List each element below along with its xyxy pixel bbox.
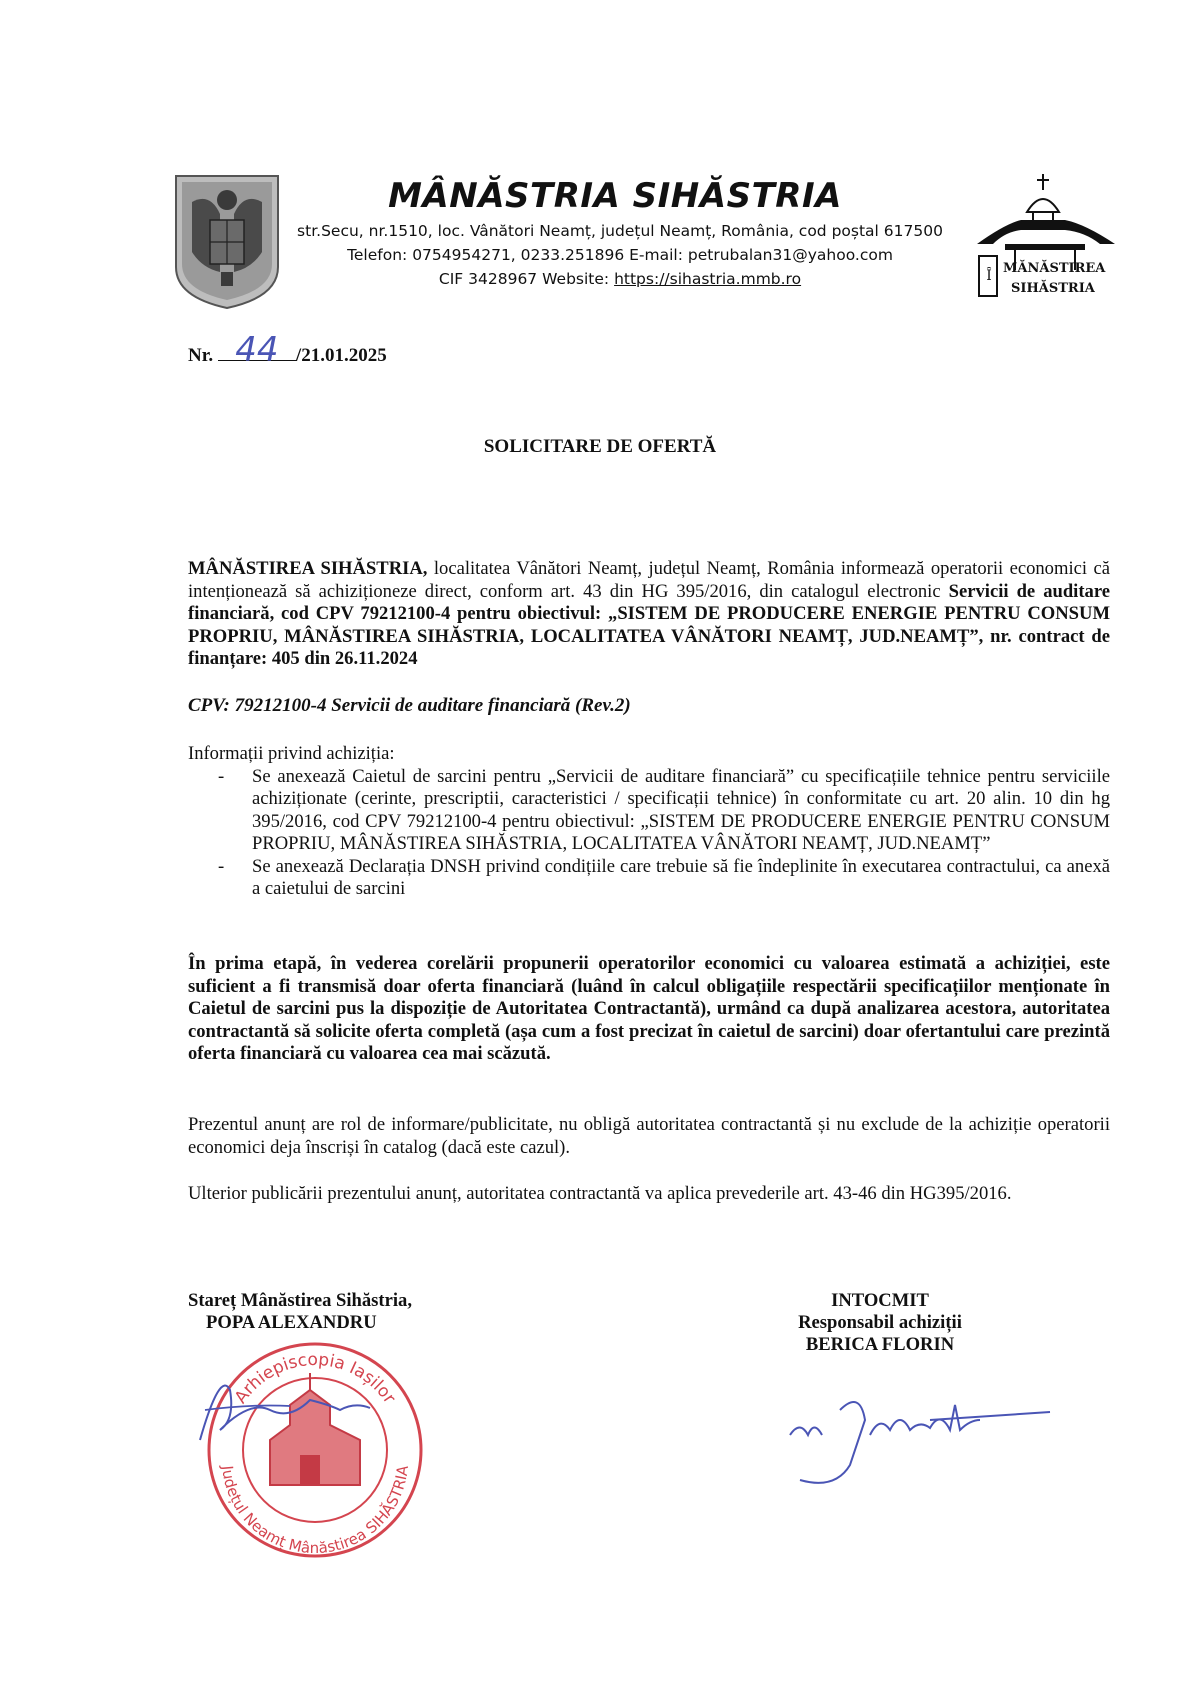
- website-link[interactable]: https://sihastria.mmb.ro: [614, 270, 802, 288]
- final-paragraph: Ulterior publicării prezentului anunț, autoritatea contractantă va aplica prevederile art. 43-46 din HG395/2016.: [188, 1183, 1012, 1204]
- left-name: POPA ALEXANDRU: [206, 1312, 377, 1333]
- intro-objective: Servicii de auditare financiară, cod CPV 79212100-4 pentru obiectivul: „SISTEM DE PRODUCERE ENERGIE PENTRU CONSUM PROPRIU, MÂNĂSTIREA SIHĂSTRIA, LOCALITATEA VÂNĂTORI NEAMȚ, JUD.NEAMȚ”, nr. contract de finanțare: 405 din 26.11.2024: [188, 580, 1110, 669]
- signature-left: [188, 1290, 412, 1334]
- cif-website-line: [280, 270, 960, 288]
- stamp-text-top: Arhiepiscopia Iașilor: [230, 1349, 400, 1408]
- nr-handwritten-number: 44: [218, 340, 296, 361]
- coat-of-arms-icon: [172, 172, 282, 310]
- right-name: BERICA FLORIN: [805, 1334, 955, 1355]
- org-title: MÂNĂSTRIA SIHĂSTRIA: [388, 176, 842, 216]
- nr-date: /21.01.2025: [295, 345, 387, 366]
- info-heading: Informații privind achiziția:: [188, 743, 395, 764]
- stage-paragraph: În prima etapă, în vederea corelării propunerii operatorilor economici cu valoarea estimată a achiziției, este suficient a fi transmisă doar oferta financiară (luând în calcul obligațiile respectării specificațiilor menționate în Caietul de sarcini pus la dispoziție de Autoritatea Contractantă), urmând ca după analizarea acestora, autoritatea contractantă să solicite oferta completă (așa cum a fost precizat în caietul de sarcini) doar ofertantului care prezintă oferta financiară cu valoarea cea mai scăzută.: [188, 953, 1110, 1064]
- list-item: - Se anexează Declarația DNSH privind condițiile care trebuie să fie îndeplinite în executarea contractului, ca anexă a caietului de sarcini: [188, 856, 1110, 901]
- signature-scribble-left: [190, 1360, 380, 1460]
- logo-text-line1: MĂNĂSTIREA: [1003, 261, 1106, 276]
- right-label: INTOCMIT: [831, 1290, 929, 1311]
- stamp-text-bottom: Județul Neamț Mânăstirea SIHĂSTRIA: [218, 1464, 412, 1558]
- cpv-line: CPV: 79212100-4 Servicii de auditare financiară (Rev.2): [188, 695, 631, 716]
- monastery-logo: [975, 172, 1120, 312]
- signature-right: [780, 1290, 980, 1356]
- nr-prefix: Nr.: [188, 345, 214, 366]
- info-section: [188, 743, 1110, 901]
- intro-text: localitatea Vânători Neamț, județul Neamț, România informează operatorii economici că intenționează să achiziționeze direct, conform art. 43 din HG 395/2016, din catalogul electronic: [188, 558, 1110, 602]
- info-bullets: [188, 766, 1110, 901]
- right-role: Responsabil achiziții: [798, 1312, 962, 1333]
- address-line: str.Secu, nr.1510, loc. Vânători Neamț, județul Neamț, România, cod poștal 617500: [297, 222, 943, 240]
- list-item: - Se anexează Caietul de sarcini pentru „Servicii de auditare financiară” cu specificațiile tehnice pentru serviciile achiziționate (cerinte, prescriptii, caracteristici / specificații tehnice) în conformitate cu art. 20 alin. 10 din hg 395/2016, cod CPV 79212100-4 pentru obiectivul: „SISTEM DE PRODUCERE ENERGIE PENTRU CONSUM PROPRIU, MÂNĂSTIREA SIHĂSTRIA, LOCALITATEA VÂNĂTORI NEAMȚ, JUD.NEAMȚ”: [188, 766, 1110, 856]
- cif: CIF 3428967: [438, 270, 538, 288]
- svg-text:Ȋ: Ȋ: [986, 268, 992, 284]
- signature-scribble-right: [780, 1390, 1060, 1500]
- intro-paragraph: [188, 558, 1110, 671]
- registration-number: [188, 330, 387, 370]
- document-title: SOLICITARE DE OFERTĂ: [483, 436, 717, 457]
- contact-line: Telefon: 0754954271, 0233.251896 E-mail: petrubalan31@yahoo.com: [347, 246, 893, 264]
- left-role: Stareț Mânăstirea Sihăstria,: [188, 1290, 412, 1311]
- logo-text-line2: SIHĂSTRIA: [1011, 281, 1095, 296]
- website-label: Website:: [542, 270, 610, 288]
- notice-paragraph: Prezentul anunț are rol de informare/publicitate, nu obligă autoritatea contractantă și nu exclude de la achiziție operatorii economici deja înscriși în catalog (dacă este cazul).: [188, 1114, 1110, 1158]
- intro-org-name: MÂNĂSTIREA SIHĂSTRIA,: [188, 558, 428, 579]
